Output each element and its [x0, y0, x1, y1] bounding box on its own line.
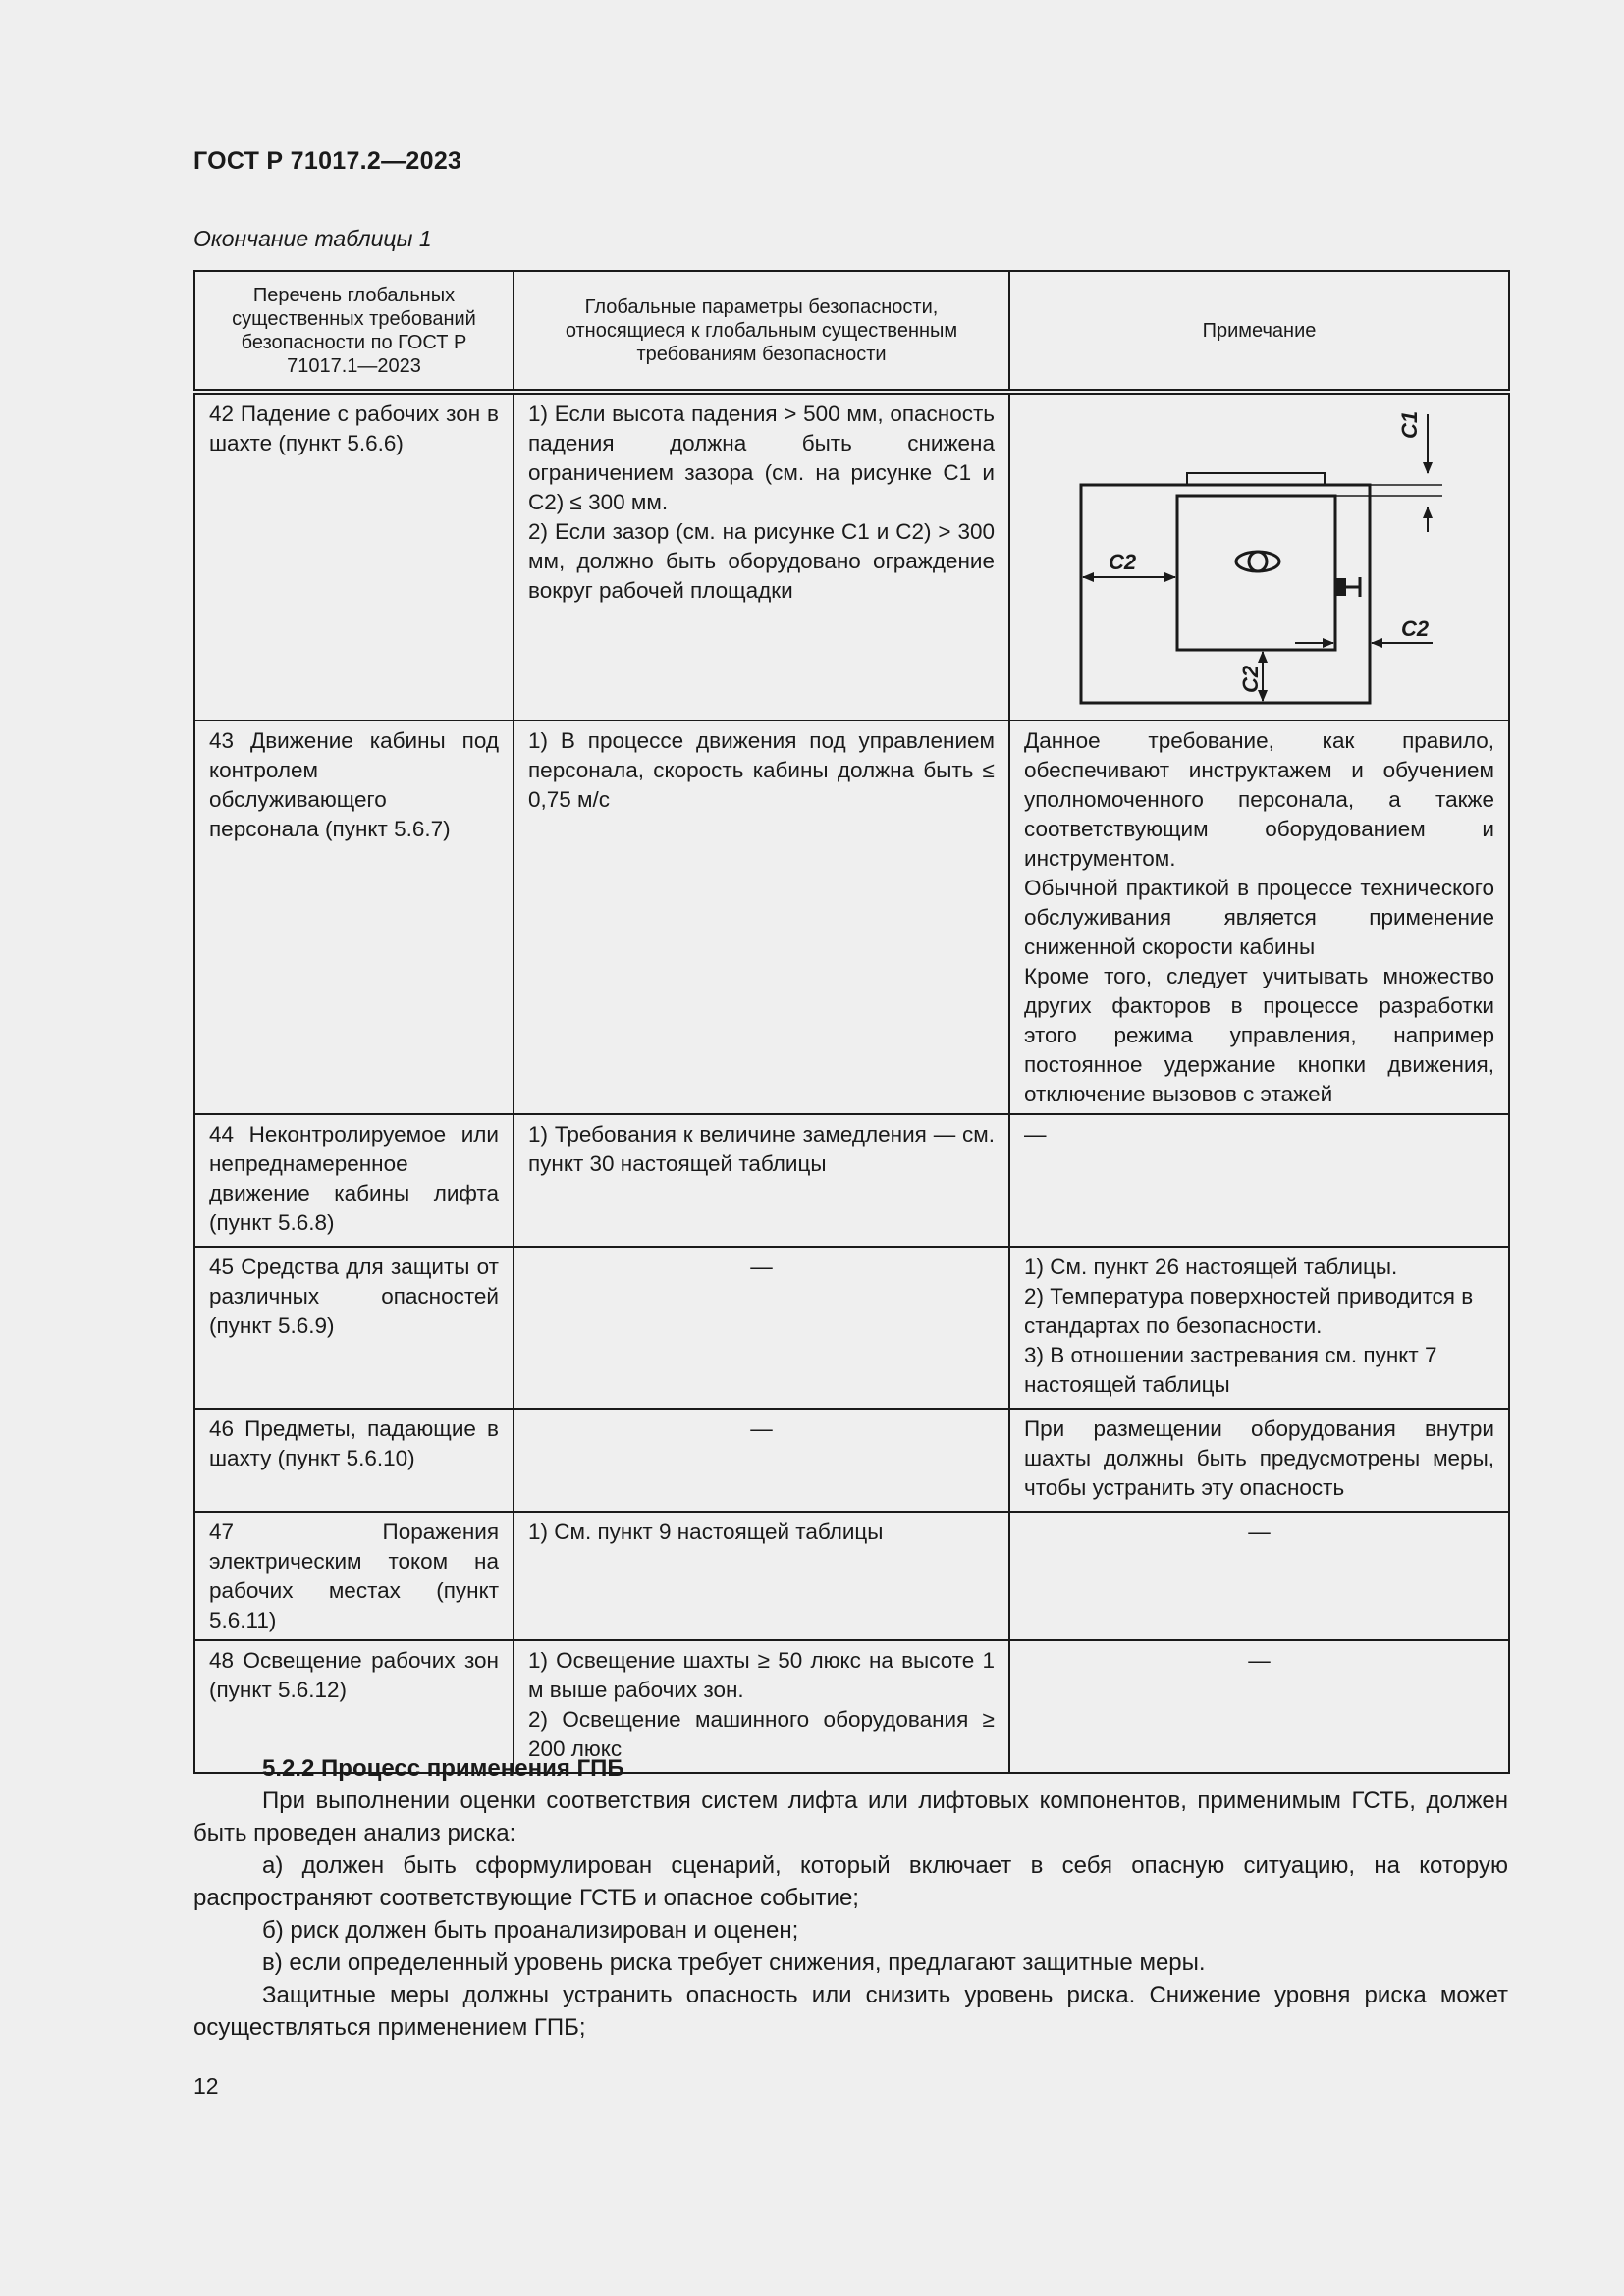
row-requirement: 44 Неконтролируемое или непреднамеренное движение кабины лифта (пункт 5.6.8) — [194, 1114, 514, 1247]
row-requirement: 47 Поражения электрическим током на рабочих местах (пункт 5.6.11) — [194, 1512, 514, 1640]
header-note: Примечание — [1009, 271, 1509, 392]
table-caption: Окончание таблицы 1 — [193, 226, 432, 251]
standard-title: ГОСТ Р 71017.2—2023 — [193, 147, 462, 175]
row-note: — — [1009, 1640, 1509, 1773]
header-parameters: Глобальные параметры безопасности, относящиеся к глобальным существенным требованиям безопасности — [514, 271, 1009, 392]
section-body — [193, 1752, 1508, 2044]
list-item: в) если определенный уровень риска требует снижения, предлагают защитные меры. — [262, 1949, 1206, 1976]
section-heading: 5.2.2 Процесс применения ГПБ — [262, 1755, 624, 1782]
label-c2-left: C2 — [1109, 550, 1137, 574]
row-note: 1) См. пункт 26 настоящей таблицы. 2) Температура поверхностей приводится в стандартах по безопасности. 3) В отношении застревания см. пункт 7 настоящей таблицы — [1009, 1247, 1509, 1409]
row-requirement: 46 Предметы, падающие в шахту (пункт 5.6.10) — [194, 1409, 514, 1512]
header-requirements: Перечень глобальных существенных требований безопасности по ГОСТ Р 71017.1—2023 — [194, 271, 514, 392]
shaft-outline — [1081, 485, 1370, 703]
row-requirement: 42 Падение с рабочих зон в шахте (пункт 5.6.6) — [194, 392, 514, 721]
row-parameters: 1) В процессе движения под управлением персонала, скорость кабины должна быть ≤ 0,75 м/с — [514, 721, 1009, 1114]
row-requirement: 48 Освещение рабочих зон (пункт 5.6.12) — [194, 1640, 514, 1773]
table-row — [194, 1512, 1509, 1640]
car-outline — [1177, 496, 1335, 650]
platform-strip — [1187, 473, 1325, 485]
list-item: б) риск должен быть проанализирован и оценен; — [262, 1917, 799, 1944]
row-note: При размещении оборудования внутри шахты должны быть предусмотрены меры, чтобы устранить эту опасность — [1009, 1409, 1509, 1512]
row-requirement: 43 Движение кабины под контролем обслуживающего персонала (пункт 5.6.7) — [194, 721, 514, 1114]
table-row — [194, 721, 1509, 1114]
label-c1: C1 — [1397, 410, 1422, 439]
row-parameters: 1) См. пункт 9 настоящей таблицы — [514, 1512, 1009, 1640]
label-c2-right: C2 — [1401, 616, 1430, 641]
table-row — [194, 1409, 1509, 1512]
guide-rail-icon — [1337, 579, 1345, 595]
row-note: — — [1009, 1512, 1509, 1640]
gap-diagram-cell — [1009, 392, 1509, 721]
row-parameters: 1) Освещение шахты ≥ 50 люкс на высоте 1 м выше рабочих зон. 2) Освещение машинного оборудования ≥ 200 люкс — [514, 1640, 1009, 1773]
table-row — [194, 1247, 1509, 1409]
car-symbol-icon — [1236, 552, 1279, 571]
gap-diagram — [1010, 395, 1508, 720]
page-number: 12 — [193, 2073, 219, 2099]
row-parameters: 1) Требования к величине замедления — см. пункт 30 настоящей таблицы — [514, 1114, 1009, 1247]
section-closing: Защитные меры должны устранить опасность или снизить уровень риска. Снижение уровня риска может осуществляться применением ГПБ; — [193, 1982, 1508, 2041]
table-row — [194, 1114, 1509, 1247]
row-parameters: — — [514, 1247, 1009, 1409]
row-parameters: 1) Если высота падения > 500 мм, опасность падения должна быть снижена ограничением зазора (см. на рисунке С1 и С2) ≤ 300 мм. 2) Если зазор (см. на рисунке С1 и С2) > 300 мм, должно быть оборудовано ограждение вокруг рабочей площадки — [514, 392, 1009, 721]
list-item: а) должен быть сформулирован сценарий, который включает в себя опасную ситуацию, на которую распространяют соответствующие ГСТБ и опасное событие; — [193, 1852, 1508, 1911]
requirements-table — [193, 270, 1510, 1774]
row-note: Данное требование, как правило, обеспечивают инструктажем и обучением уполномоченного персонала, а также соответствующим оборудованием и инструментом. Обычной практикой в процессе технического обслуживания является применение сниженной скорости кабины Кроме того, следует учитывать множество других факторов в процессе разработки этого режима управления, например постоянное удержание кнопки движения, отключение вызовов с этажей — [1009, 721, 1509, 1114]
row-parameters: — — [514, 1409, 1009, 1512]
table-header-row — [194, 271, 1509, 392]
label-c2-bottom: C2 — [1238, 665, 1263, 693]
row-note: — — [1009, 1114, 1509, 1247]
section-intro: При выполнении оценки соответствия систем лифта или лифтовых компонентов, применимым ГСТБ, должен быть проведен анализ риска: — [193, 1788, 1508, 1846]
row-requirement: 45 Средства для защиты от различных опасностей (пункт 5.6.9) — [194, 1247, 514, 1409]
table-row — [194, 392, 1509, 721]
